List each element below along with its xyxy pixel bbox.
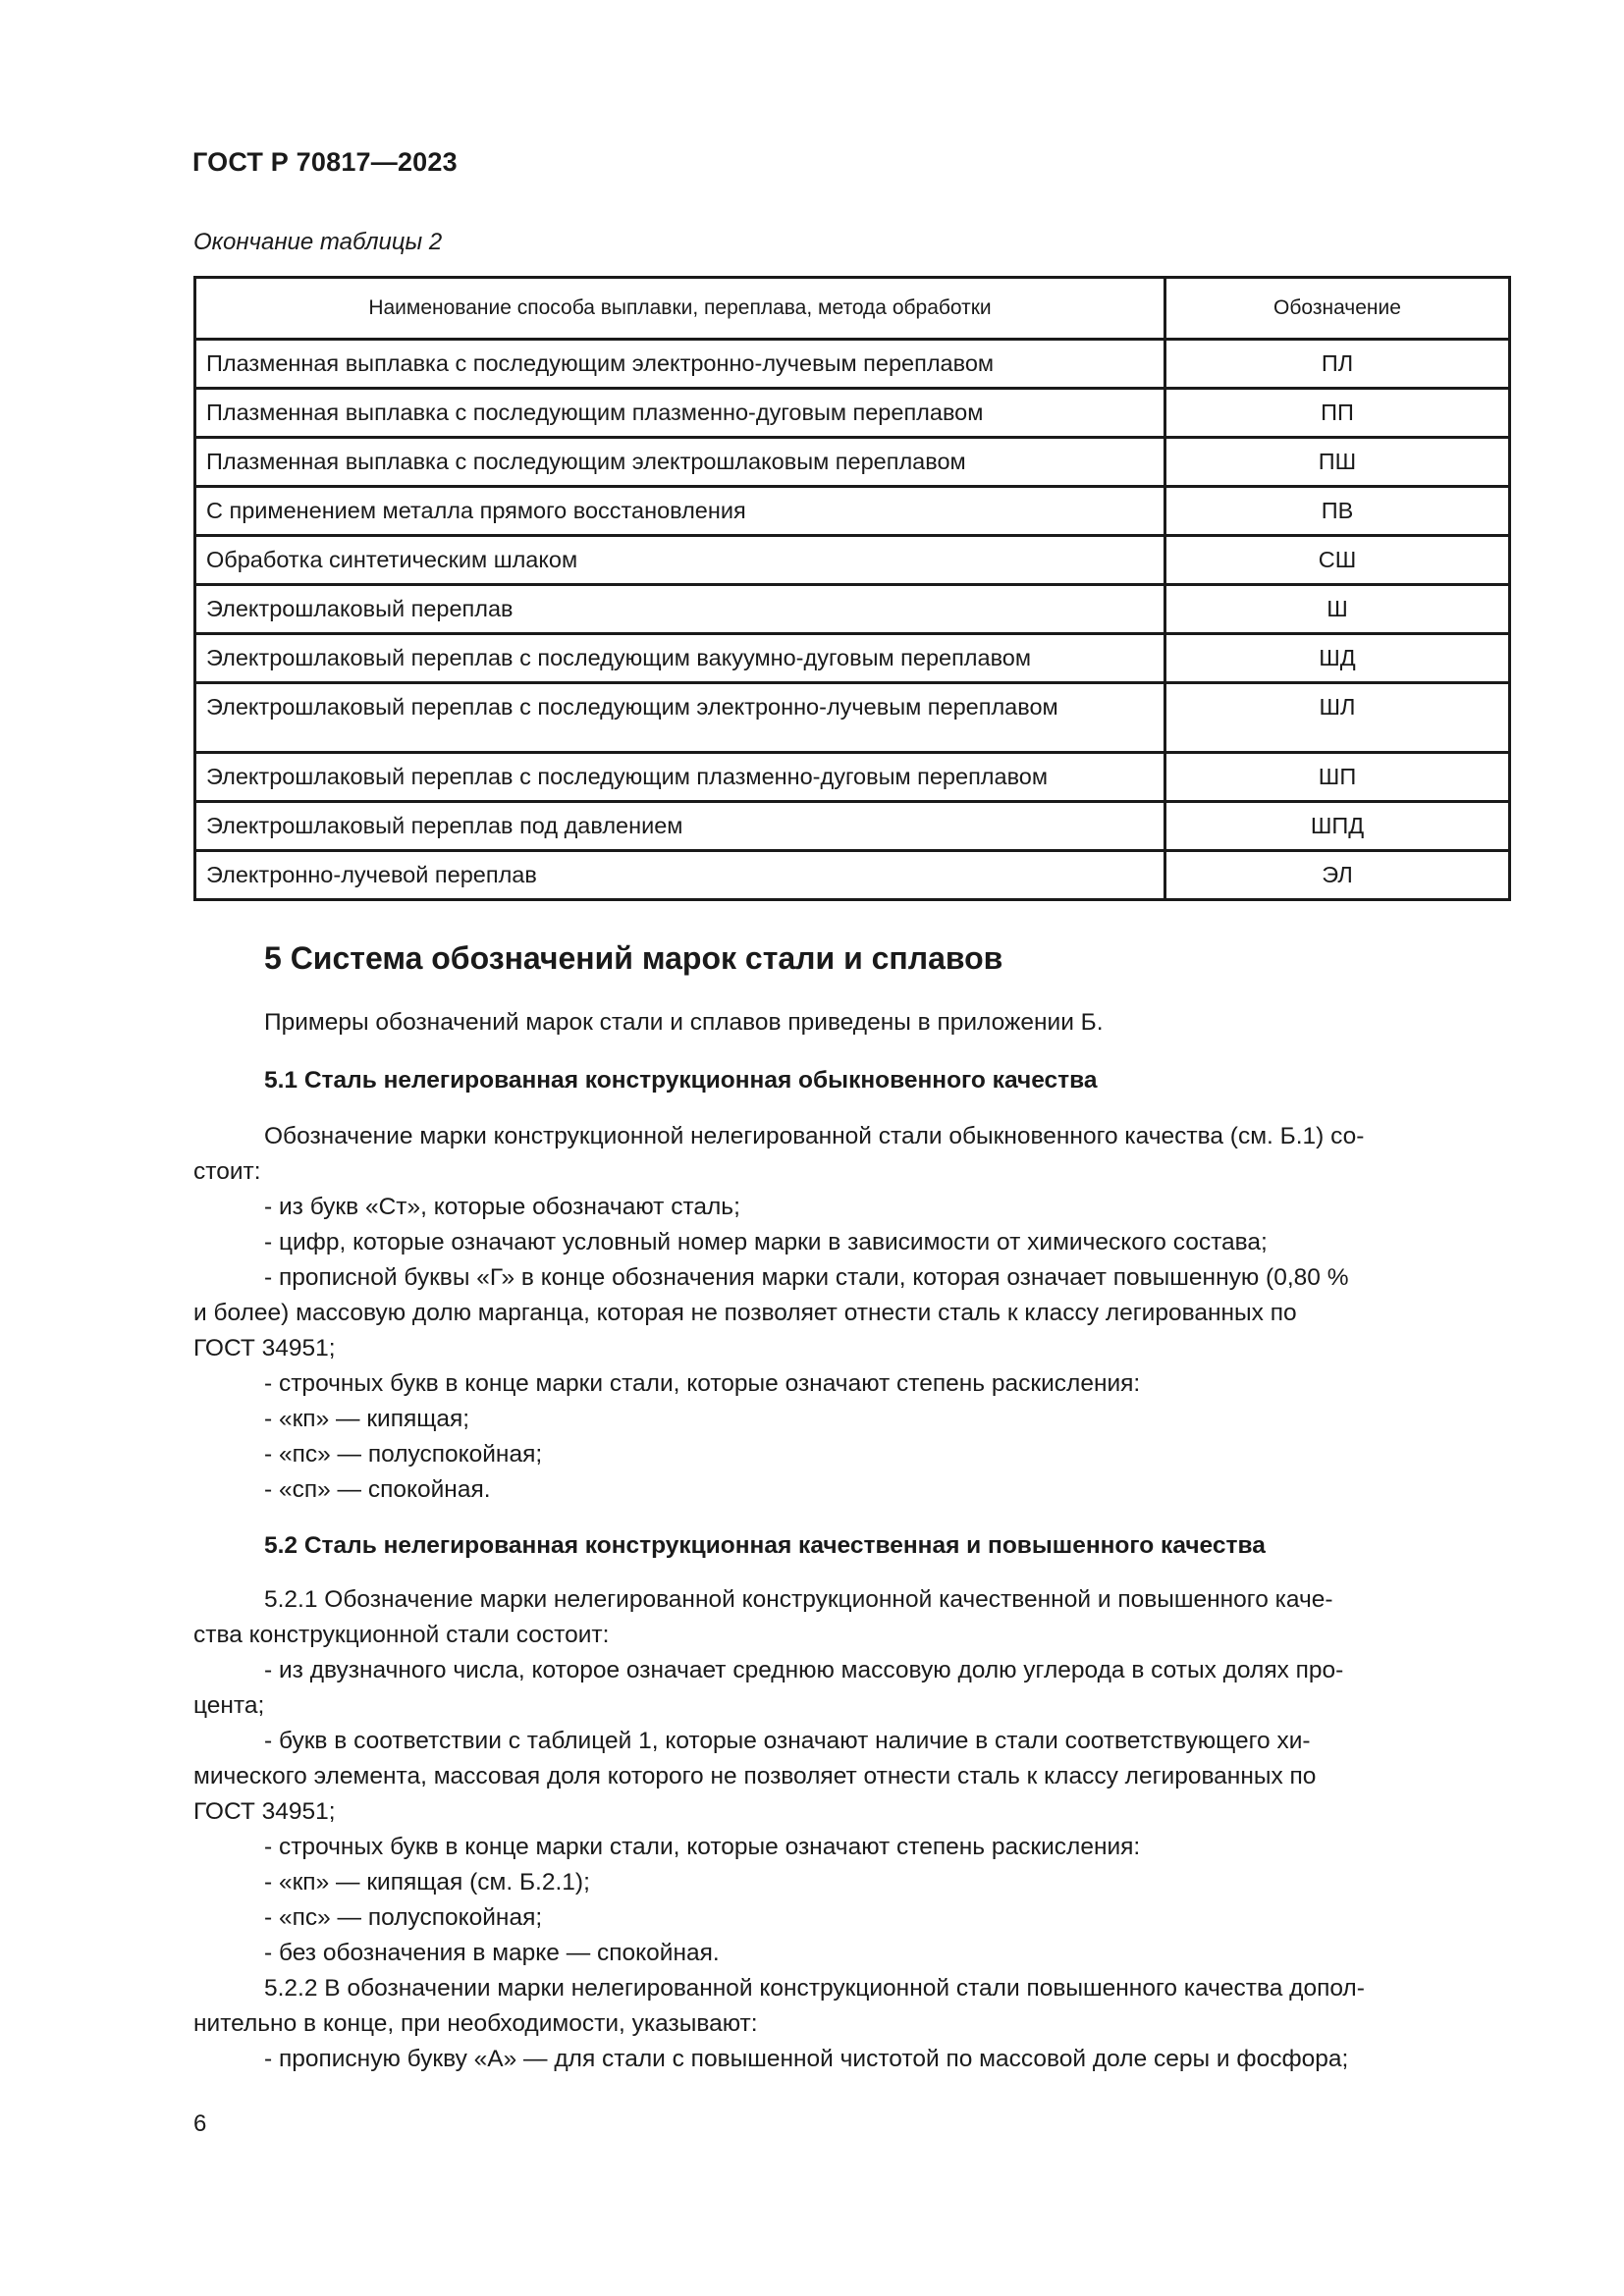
table-row — [195, 389, 1510, 438]
table-row — [195, 851, 1510, 900]
row-name: Электронно-лучевой переплав — [195, 851, 1165, 900]
section-5-2-title: 5.2 Сталь нелегированная конструкционная качественная и повышенного качества — [264, 1532, 1266, 1559]
table-row — [195, 340, 1510, 389]
row-code: ПШ — [1165, 438, 1510, 487]
section-5-title: 5 Система обозначений марок стали и сплавов — [264, 940, 1003, 976]
list-item: - из букв «Ст», которые обозначают сталь; — [264, 1194, 740, 1220]
designation-table — [193, 276, 1511, 901]
table-row — [195, 536, 1510, 585]
table-row — [195, 487, 1510, 536]
row-code: ПП — [1165, 389, 1510, 438]
paragraph-line: ГОСТ 34951; — [193, 1335, 336, 1362]
list-item: - строчных букв в конце марки стали, которые означают степень раскисления: — [264, 1370, 1141, 1397]
list-item: - цифр, которые означают условный номер марки в зависимости от химического состава; — [264, 1229, 1268, 1255]
paragraph-line: 5.2.1 Обозначение марки нелегированной конструкционной качественной и повышенного каче- — [264, 1586, 1333, 1613]
column-header-code: Обозначение — [1165, 278, 1510, 340]
row-name: С применением металла прямого восстановления — [195, 487, 1165, 536]
row-code: ПВ — [1165, 487, 1510, 536]
paragraph-line: ства конструкционной стали состоит: — [193, 1622, 610, 1648]
row-code: ЭЛ — [1165, 851, 1510, 900]
row-code: СШ — [1165, 536, 1510, 585]
paragraph-line: нительно в конце, при необходимости, указывают: — [193, 2010, 758, 2037]
row-name: Электрошлаковый переплав — [195, 585, 1165, 634]
list-item: - «кп» — кипящая (см. Б.2.1); — [264, 1869, 590, 1896]
row-code: ШЛ — [1165, 683, 1510, 753]
table-row — [195, 753, 1510, 802]
paragraph-line: стоит: — [193, 1158, 261, 1185]
row-code: ШД — [1165, 634, 1510, 683]
table-caption: Окончание таблицы 2 — [193, 229, 443, 255]
document-id: ГОСТ Р 70817—2023 — [192, 147, 458, 177]
row-code: ПЛ — [1165, 340, 1510, 389]
list-item: - из двузначного числа, которое означает среднюю массовую долю углерода в сотых долях про- — [264, 1657, 1344, 1683]
table-row — [195, 683, 1510, 753]
list-item: - «пс» — полуспокойная; — [264, 1441, 543, 1468]
paragraph-line: цента; — [193, 1692, 265, 1719]
list-item: - строчных букв в конце марки стали, которые означают степень раскисления: — [264, 1834, 1141, 1860]
table-header-row — [195, 278, 1510, 340]
section-5-1-title: 5.1 Сталь нелегированная конструкционная обыкновенного качества — [264, 1067, 1098, 1094]
list-item: - «кп» — кипящая; — [264, 1406, 470, 1432]
row-name: Плазменная выплавка с последующим плазменно-дуговым переплавом — [195, 389, 1165, 438]
column-header-name: Наименование способа выплавки, переплава, метода обработки — [195, 278, 1165, 340]
row-name: Плазменная выплавка с последующим электрошлаковым переплавом — [195, 438, 1165, 487]
table-row — [195, 585, 1510, 634]
list-item: - «пс» — полуспокойная; — [264, 1904, 543, 1931]
paragraph-line: 5.2.2 В обозначении марки нелегированной конструкционной стали повышенного качества допол- — [264, 1975, 1365, 2002]
row-code: ШП — [1165, 753, 1510, 802]
list-item: - без обозначения в марке — спокойная. — [264, 1940, 720, 1966]
paragraph-line: Обозначение марки конструкционной нелегированной стали обыкновенного качества (см. Б.1) со- — [264, 1123, 1365, 1149]
row-name: Электрошлаковый переплав под давлением — [195, 802, 1165, 851]
section-5-intro: Примеры обозначений марок стали и сплавов приведены в приложении Б. — [264, 1009, 1104, 1036]
row-name: Плазменная выплавка с последующим электронно-лучевым переплавом — [195, 340, 1165, 389]
paragraph-line: и более) массовую долю марганца, которая не позволяет отнести сталь к классу легированных по — [193, 1300, 1297, 1326]
paragraph-line: ГОСТ 34951; — [193, 1798, 336, 1825]
row-name: Электрошлаковый переплав с последующим вакуумно-дуговым переплавом — [195, 634, 1165, 683]
paragraph-line: мического элемента, массовая доля которого не позволяет отнести сталь к классу легированных по — [193, 1763, 1317, 1789]
row-name: Электрошлаковый переплав с последующим плазменно-дуговым переплавом — [195, 753, 1165, 802]
list-item: - прописной буквы «Г» в конце обозначения марки стали, которая означает повышенную (0,80 % — [264, 1264, 1349, 1291]
table-row — [195, 634, 1510, 683]
table-row — [195, 802, 1510, 851]
row-code: ШПД — [1165, 802, 1510, 851]
table-row — [195, 438, 1510, 487]
list-item: - букв в соответствии с таблицей 1, которые означают наличие в стали соответствующего хи- — [264, 1728, 1311, 1754]
list-item: - прописную букву «А» — для стали с повышенной чистотой по массовой доле серы и фосфора; — [264, 2046, 1349, 2072]
row-code: Ш — [1165, 585, 1510, 634]
row-name: Обработка синтетическим шлаком — [195, 536, 1165, 585]
row-name: Электрошлаковый переплав с последующим электронно-лучевым переплавом — [195, 683, 1165, 753]
page-number: 6 — [193, 2110, 207, 2137]
list-item: - «сп» — спокойная. — [264, 1476, 491, 1503]
